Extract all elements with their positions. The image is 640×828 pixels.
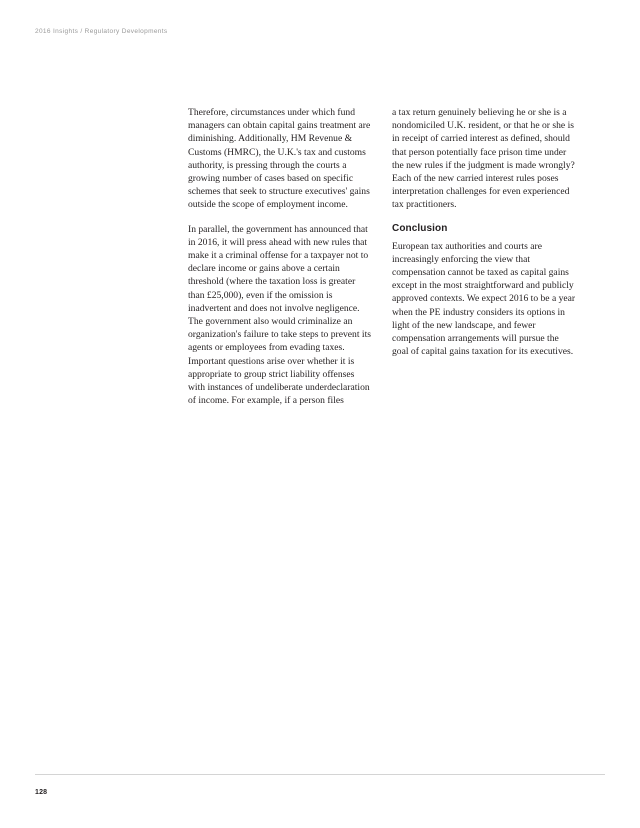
paragraph: In parallel, the government has announced that in 2016, it will press ahead with new rules that make it a criminal offense for a taxpayer not to declare income or gains above a certain threshold (where the taxation loss is greater than £25,000), even if the omission is inadvertent and does not involve negligence. The government also would criminalize an organization's failure to take steps to prevent its agents or employees from evading taxes. Important questions arise over whether it is appropriate to group strict liability offenses with instances of undeliberate underdeclaration of income. For example, if a person files [188, 223, 371, 407]
section-heading-conclusion: Conclusion [392, 222, 448, 234]
text-column-right [392, 106, 576, 407]
paragraph: Therefore, circumstances under which fund managers can obtain capital gains treatment are diminishing. Additionally, HM Revenue & Customs (HMRC), the U.K.'s tax and customs authority, is pressing through the courts a growing number of cases based on specific schemes that seek to structure executives' gains outside the scope of employment income. [188, 107, 371, 211]
page-content [188, 106, 576, 407]
paragraph: a tax return genuinely believing he or she is a nondomiciled U.K. resident, or that he or she is in receipt of carried interest as defined, should that person potentially face prison time under the new rules if the judgment is made wrongly? Each of the new carried interest rules poses interpretation challenges for even experienced tax practitioners. [392, 107, 575, 211]
footer-divider [35, 774, 605, 775]
paragraph: European tax authorities and courts are increasingly enforcing the view that compensation cannot be taxed as capital gains except in the most straightforward and publicly approved contexts. We expect 2016 to be a year when the PE industry considers its options in light of the new landscape, and fewer compensation arrangements will pursue the goal of capital gains taxation for its executives. [392, 240, 576, 358]
page-number: 128 [35, 789, 48, 796]
text-column-left [188, 106, 372, 407]
running-head: 2016 Insights / Regulatory Developments [35, 28, 168, 35]
